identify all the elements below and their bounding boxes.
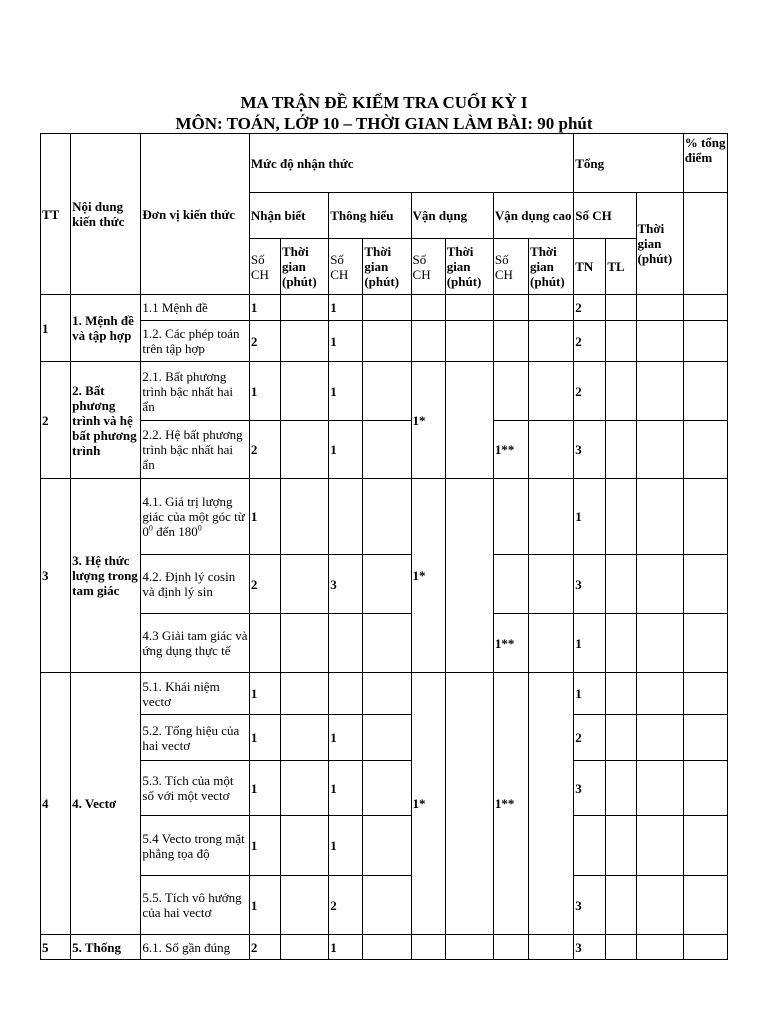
vdc-count: 1** [493, 421, 528, 479]
table-row [41, 479, 728, 555]
th-count: 2 [329, 876, 363, 935]
header-question-count: Số CH [574, 193, 636, 239]
table-row [41, 761, 728, 816]
header-total: Tổng [574, 134, 683, 193]
topic-cell: 4. Vectơ [71, 673, 141, 935]
table-row [41, 555, 728, 614]
table-row [41, 421, 728, 479]
nb-count: 2 [249, 555, 280, 614]
unit-cell: 4.1. Giá trị lượng giác của một góc từ $0^0$ đến $180^0$ [141, 479, 249, 555]
unit-cell: 4.2. Định lý cosin và định lý sin [141, 555, 249, 614]
nb-count: 1 [249, 362, 280, 421]
unit-cell: 5.2. Tổng hiệu của hai vectơ [141, 715, 249, 761]
unit-cell: 5.1. Khái niệm vectơ [141, 673, 249, 715]
row-tt: 2 [41, 362, 71, 479]
assessment-matrix-table [40, 133, 728, 960]
table-row [41, 816, 728, 876]
unit-cell: 2.1. Bất phương trình bậc nhất hai ẩn [141, 362, 249, 421]
header-recognize: Nhận biết [249, 193, 328, 239]
nb-count: 1 [249, 673, 280, 715]
nb-count: 2 [249, 421, 280, 479]
table-row [41, 935, 728, 960]
topic-cell: 2. Bất phương trình và hệ bất phương trình [71, 362, 141, 479]
unit-cell: 4.3 Giải tam giác và ứng dụng thực tế [141, 614, 249, 673]
vd-count: 1* [411, 362, 445, 479]
tn-count: 2 [574, 321, 606, 362]
header-time: Thời gian (phút) [281, 239, 329, 295]
percent-blank [683, 193, 727, 295]
table-row [41, 876, 728, 935]
header-qcount: Số CH [249, 239, 280, 295]
unit-cell: 5.4 Vecto trong mặt phẳng tọa độ [141, 816, 249, 876]
unit-cell: 2.2. Hệ bất phương trình bậc nhất hai ẩn [141, 421, 249, 479]
document-subtitle: MÔN: TOÁN, LỚP 10 – THỜI GIAN LÀM BÀI: 90 phút [175, 114, 593, 133]
header-apply-high: Vận dụng cao [493, 193, 573, 239]
nb-count: 1 [249, 715, 280, 761]
header-unit: Đơn vị kiến thức [141, 134, 249, 295]
th-count: 1 [329, 715, 363, 761]
header-qcount: Số CH [329, 239, 363, 295]
header-tn: TN [574, 239, 606, 295]
tn-count: 1 [574, 614, 606, 673]
th-count: 1 [329, 321, 363, 362]
tn-count: 3 [574, 421, 606, 479]
header-time: Thời gian (phút) [363, 239, 411, 295]
tn-count: 2 [574, 715, 606, 761]
nb-count: 2 [249, 321, 280, 362]
header-qcount: Số CH [411, 239, 445, 295]
th-count: 3 [329, 555, 363, 614]
table-row [41, 295, 728, 321]
nb-count: 2 [249, 935, 280, 960]
table-row [41, 614, 728, 673]
table-row [41, 715, 728, 761]
tn-count: 1 [574, 673, 606, 715]
th-count: 1 [329, 761, 363, 816]
row-tt: 3 [41, 479, 71, 673]
tn-count: 2 [574, 295, 606, 321]
table-row [41, 362, 728, 421]
th-count: 1 [329, 421, 363, 479]
row-tt: 1 [41, 295, 71, 362]
unit-cell: 5.3. Tích của một số với một vectơ [141, 761, 249, 816]
unit-cell: 1.2. Các phép toán trên tập hợp [141, 321, 249, 362]
header-content: Nội dung kiến thức [71, 134, 141, 295]
th-count: 1 [329, 295, 363, 321]
header-time: Thời gian (phút) [445, 239, 493, 295]
header-cognitive-level: Mức độ nhận thức [249, 134, 573, 193]
row-tt: 5 [41, 935, 71, 960]
tn-count: 2 [574, 362, 606, 421]
header-qcount: Số CH [493, 239, 528, 295]
th-count: 1 [329, 362, 363, 421]
table-row [41, 321, 728, 362]
topic-cell: 5. Thống [71, 935, 141, 960]
tn-count: 3 [574, 876, 606, 935]
nb-count: 1 [249, 876, 280, 935]
header-time: Thời gian (phút) [529, 239, 574, 295]
unit-cell: 1.1 Mệnh đề [141, 295, 249, 321]
tn-count: 3 [574, 761, 606, 816]
unit-cell: 5.5. Tích vô hướng của hai vectơ [141, 876, 249, 935]
th-count: 1 [329, 816, 363, 876]
nb-count: 1 [249, 816, 280, 876]
nb-count: 1 [249, 479, 280, 555]
topic-cell: 1. Mệnh đề và tập hợp [71, 295, 141, 362]
vd-count: 1* [411, 479, 445, 673]
nb-count: 1 [249, 761, 280, 816]
header-tl: TL [606, 239, 636, 295]
vdc-count: 1** [493, 673, 528, 935]
table-row [41, 673, 728, 715]
topic-cell: 3. Hệ thức lượng trong tam giác [71, 479, 141, 673]
header-percent: % tổng điểm [683, 134, 727, 193]
vdc-count: 1** [493, 614, 528, 673]
tn-count: 3 [574, 555, 606, 614]
vd-count: 1* [411, 673, 445, 935]
row-tt: 4 [41, 673, 71, 935]
header-total-time: Thời gian (phút) [636, 193, 683, 295]
header-row [41, 134, 728, 193]
nb-count: 1 [249, 295, 280, 321]
tn-count: 1 [574, 479, 606, 555]
header-apply: Vận dụng [411, 193, 493, 239]
header-tt: TT [41, 134, 71, 295]
unit-cell: 6.1. Số gần đúng [141, 935, 249, 960]
document-title: MA TRẬN ĐỀ KIỂM TRA CUỐI KỲ I [240, 93, 528, 112]
tn-count: 3 [574, 935, 606, 960]
header-understand: Thông hiểu [329, 193, 411, 239]
th-count: 1 [329, 935, 363, 960]
